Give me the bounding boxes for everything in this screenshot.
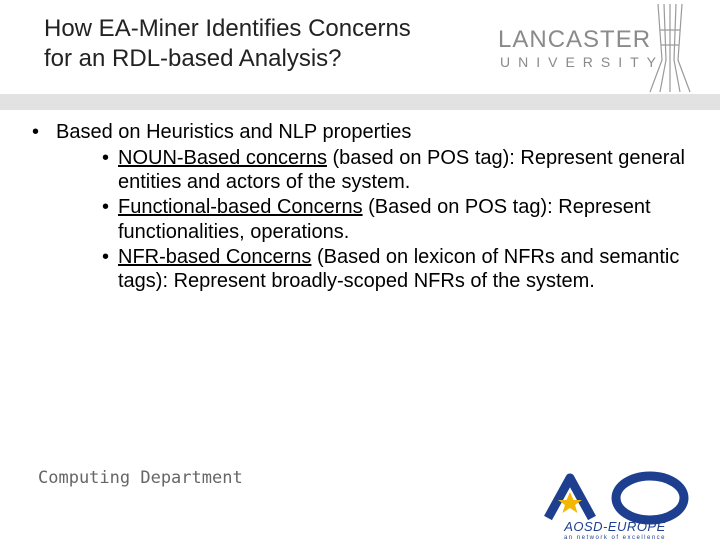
concern-type-label: Functional-based Concerns bbox=[118, 196, 363, 219]
bullet-dot: • bbox=[102, 245, 110, 268]
main-bullet-text: Based on Heuristics and NLP properties bbox=[56, 121, 412, 143]
footer-department: Computing Department bbox=[38, 468, 243, 488]
bullet-dot: • bbox=[102, 146, 110, 169]
bullet-dot: • bbox=[32, 121, 40, 143]
concern-description: (based on POS tag): Represent general entities and actors of the system. bbox=[118, 146, 685, 194]
bullet-dot: • bbox=[102, 196, 110, 219]
title-divider bbox=[0, 94, 720, 110]
aosd-europe-logo bbox=[540, 470, 690, 540]
aosd-tagline-text: an network of excellence bbox=[563, 535, 667, 540]
logo-university-text: UNIVERSITY bbox=[500, 54, 665, 70]
aosd-o-mark bbox=[616, 476, 684, 520]
lancaster-university-logo bbox=[498, 26, 665, 72]
logo-lancaster-text: LANCASTER bbox=[498, 26, 652, 53]
sub-bullet-nfr bbox=[102, 245, 702, 294]
sub-bullet-text bbox=[118, 245, 702, 294]
aosd-name-text: AOSD-EUROPE bbox=[564, 519, 666, 534]
sub-bullet-text bbox=[118, 195, 702, 244]
sub-bullet-text bbox=[118, 146, 702, 195]
sub-bullet-functional bbox=[102, 195, 702, 244]
concern-type-label: NFR-based Concerns bbox=[118, 245, 312, 268]
slide-title bbox=[44, 14, 484, 74]
title-line-1: How EA-Miner Identifies Concerns bbox=[44, 15, 411, 42]
title-line-2: for an RDL-based Analysis? bbox=[44, 45, 342, 72]
slide-body bbox=[32, 120, 702, 294]
sub-bullet-noun bbox=[102, 146, 702, 195]
concern-description: (Based on POS tag): Represent functionalities, operations. bbox=[118, 196, 651, 243]
university-tower-icon bbox=[640, 0, 720, 96]
concern-type-label: NOUN-Based concerns bbox=[118, 146, 327, 169]
main-bullet bbox=[32, 120, 702, 145]
concern-description: (Based on lexicon of NFRs and semantic tags): Represent broadly-scoped NFRs of the system. bbox=[118, 245, 680, 293]
